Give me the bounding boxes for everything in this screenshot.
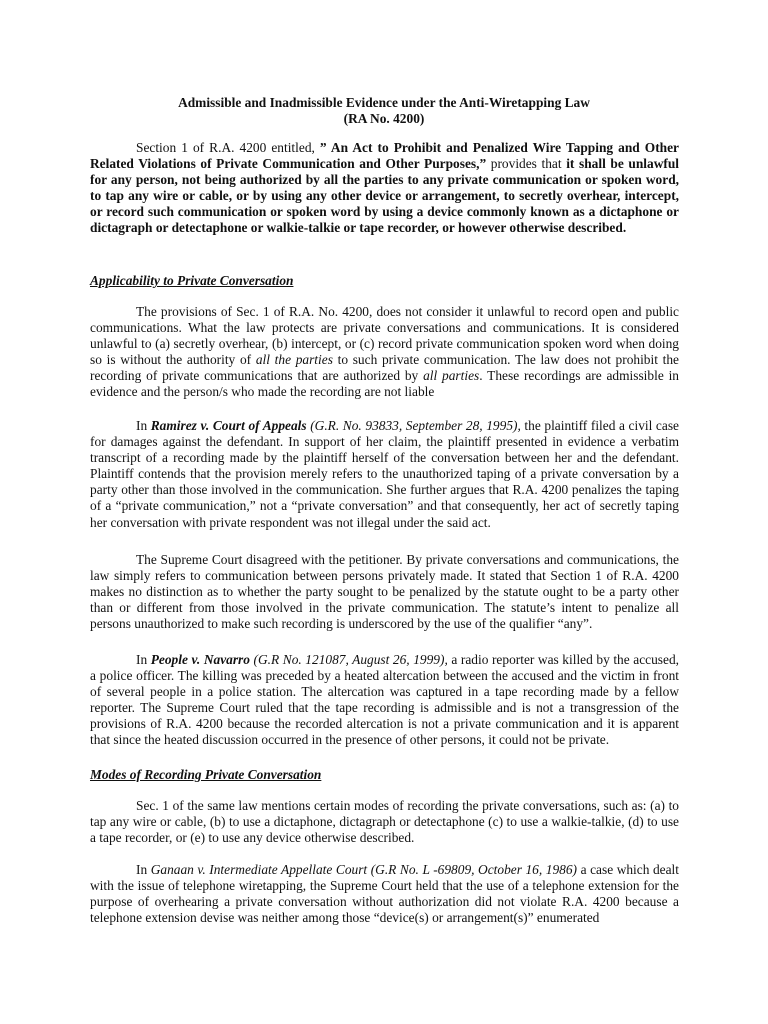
case-name-ganaan: Ganaan v. Intermediate Appellate Court (G.R No. L -69809, October 16, 1986) [150,862,578,877]
title-line-1: Admissible and Inadmissible Evidence under the Anti-Wiretapping Law [178,95,590,110]
document-title [90,95,678,127]
paragraph-provisions: The provisions of Sec. 1 of R.A. No. 4200, does not consider it unlawful to record open and public communications. What the law protects are private conversations and communications. It is considered unlawful to (a) secretly overhear, (b) intercept, or (c) record private communication spoken word when doing so is without the authority of all the parties to such private communication. The law does not prohibit the recording of private communications that are authorized by all parties. These recordings are admissible in evidence and the person/s who made the recording are not liable [90,304,680,400]
title-line-2: (RA No. 4200) [343,111,425,126]
citation-navarro: (G.R No. 121087, August 26, 1999), [249,652,448,667]
section-heading-modes: Modes of Recording Private Conversation [90,767,322,782]
citation-ramirez: (G.R. No. 93833, September 28, 1995), [306,418,521,433]
case-name-navarro: People v. Navarro [150,652,250,667]
case-name-ramirez: Ramirez v. Court of Appeals [150,418,307,433]
paragraph-supreme-court: The Supreme Court disagreed with the petitioner. By private conversations and communications, the law simply refers to communication between persons privately made. It stated that Section 1 of R.A. 4200 makes no distinction as to whether the party sought to be penalized by the statute ought to be a party other than or different from those involved in the private communication. The statute’s intent to penalize all persons unauthorized to make such recording is underscored by the use of the qualifier “any”. [90,552,679,632]
paragraph-modes: Sec. 1 of the same law mentions certain modes of recording the private conversations, such as: (a) to tap any wire or cable, (b) to use a dictaphone, dictagraph or detectaphone (c) to use a walkie-talkie, (d) to use a tape recorder, or (e) to use any device otherwise described. [90,798,679,846]
intro-paragraph: Section 1 of R.A. 4200 entitled, ” An Act to Prohibit and Penalized Wire Tapping and Other Related Violations of Private Communication and Other Purposes,” provides that it shall be unlawful for any person, not being authorized by all the parties to any private communication or spoken word, to tap any wire or cable, or by using any other device or arrangement, to secretly overhear, intercept, or record such communication or spoken word by using a device commonly known as a dictaphone or dictagraph or detectaphone or walkie-talkie or tape recorder, or however otherwise described. [90,140,680,236]
paragraph-ramirez: In Ramirez v. Court of Appeals (G.R. No. 93833, September 28, 1995), the plaintiff filed a civil case for damages against the defendant. In support of her claim, the plaintiff presented in evidence a verbatim transcript of a recording made by the plaintiff herself of the conversation between her and the defendant. Plaintiff contends that the provision merely refers to the unauthorized taping of a private conversation by a party other than those involved in the communication. She further argues that R.A. 4200 penalizes the taping of a “private communication,” not a “private conversation” and that consequently, her act of secretly taping her conversation with private respondent was not illegal under the said act. [90,418,679,530]
paragraph-ganaan: In Ganaan v. Intermediate Appellate Court (G.R No. L -69809, October 16, 1986) a case which dealt with the issue of telephone wiretapping, the Supreme Court held that the use of a telephone extension for the purpose of overhearing a private conversation without authorization did not violate R.A. 4200 because a telephone extension devise was neither among those “device(s) or arrangement(s)” enumerated [90,862,679,926]
paragraph-navarro: In People v. Navarro (G.R No. 121087, August 26, 1999), a radio reporter was killed by the accused, a police officer. The killing was preceded by a heated altercation between the accused and the victim in front of several people in a police station. The altercation was captured in a tape recording made by a fellow reporter. The Supreme Court ruled that the tape recording is admissible and is not a transgression of the provisions of R.A. 4200 because the recorded altercation is not a private communication and it is apparent that since the heated discussion occurred in the presence of other persons, it could not be private. [90,652,679,748]
section-heading-applicability: Applicability to Private Conversation [90,273,294,288]
